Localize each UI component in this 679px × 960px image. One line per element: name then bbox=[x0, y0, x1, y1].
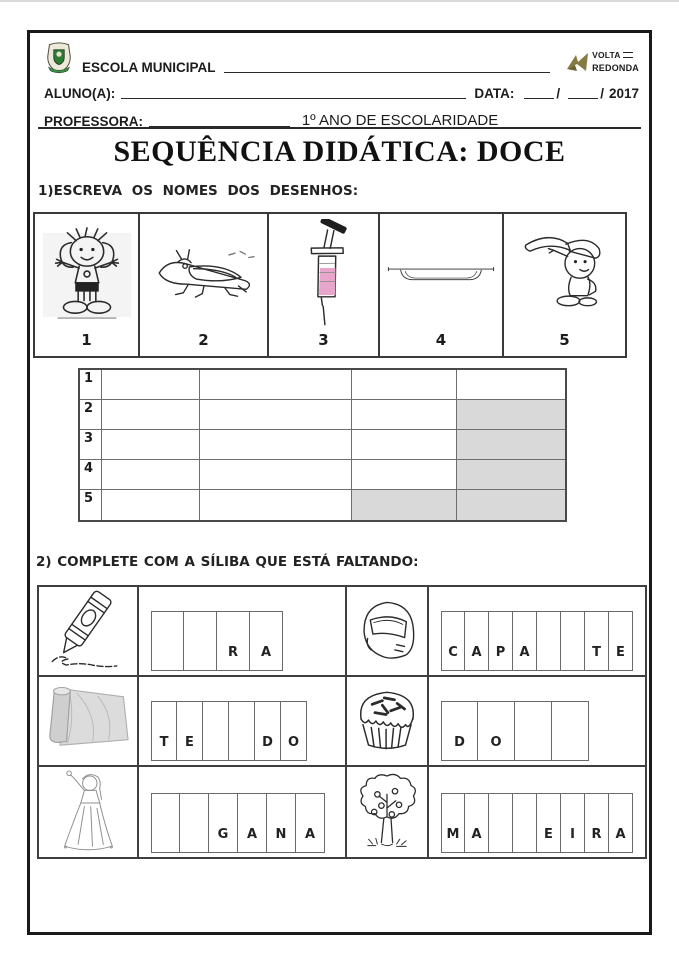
tray-icon bbox=[380, 214, 502, 331]
exercise1-instruction: 1)ESCREVA OS NOMES DOS DESENHOS: bbox=[38, 183, 359, 199]
letter-box-group bbox=[441, 701, 589, 761]
answer-cell[interactable] bbox=[352, 460, 457, 490]
letter: P bbox=[495, 645, 506, 660]
letter-box-filled bbox=[281, 701, 307, 761]
exercise2-row bbox=[39, 767, 645, 857]
letter-box-group bbox=[151, 793, 325, 853]
city-logo-line2: REDONDA bbox=[592, 63, 639, 73]
answer-cell[interactable] bbox=[102, 400, 200, 430]
letter-box-filled bbox=[441, 611, 465, 671]
answer-cell-blocked bbox=[457, 460, 565, 490]
answer-cell[interactable] bbox=[457, 370, 565, 400]
header-teacher-row bbox=[44, 105, 639, 129]
letter: C bbox=[448, 645, 458, 660]
aluno-label: ALUNO(A): bbox=[44, 86, 116, 101]
letter-box-filled bbox=[255, 701, 281, 761]
letter-box-blank[interactable] bbox=[552, 701, 589, 761]
letter-box-blank[interactable] bbox=[561, 611, 585, 671]
answer-cell-blocked bbox=[457, 430, 565, 460]
letter: O bbox=[287, 735, 300, 750]
aluno-name-blank[interactable] bbox=[121, 83, 466, 99]
page-title: SEQUÊNCIA DIDÁTICA: DOCE bbox=[113, 135, 566, 168]
letter: R bbox=[227, 645, 238, 660]
answer-cell[interactable] bbox=[352, 370, 457, 400]
letter: E bbox=[544, 827, 553, 842]
letter-box-blank[interactable] bbox=[151, 611, 184, 671]
professora-name-blank[interactable] bbox=[149, 111, 290, 127]
letter: D bbox=[262, 735, 273, 750]
letter: R bbox=[591, 827, 602, 842]
letter-box-blank[interactable] bbox=[184, 611, 217, 671]
letter-box-filled bbox=[238, 793, 267, 853]
letter: E bbox=[616, 645, 625, 660]
drawing-number: 3 bbox=[318, 331, 329, 349]
syllable-boxes-cell bbox=[139, 587, 347, 677]
letter: T bbox=[592, 645, 601, 660]
school-crest-icon bbox=[44, 42, 74, 75]
syringe-icon bbox=[269, 214, 378, 331]
apple-tree-icon bbox=[347, 767, 429, 857]
page-border-frame bbox=[27, 30, 652, 935]
letter: E bbox=[185, 735, 194, 750]
exercise2-instruction: 2) COMPLETE COM A SÍLIBA QUE ESTÁ FALTANDO: bbox=[36, 554, 419, 570]
exercise1-answer-table bbox=[78, 368, 567, 522]
letter: A bbox=[471, 827, 482, 842]
city-logo-line1: VOLTA bbox=[592, 49, 621, 60]
school-crest-icon bbox=[44, 42, 74, 75]
letter: I bbox=[570, 827, 575, 842]
answer-cell[interactable] bbox=[352, 400, 457, 430]
letter-box-filled bbox=[561, 793, 585, 853]
letter: A bbox=[471, 645, 482, 660]
city-logo-text bbox=[592, 51, 639, 76]
answer-row bbox=[80, 430, 565, 460]
drawing-cell bbox=[35, 214, 140, 356]
drawing-number: 4 bbox=[435, 331, 447, 349]
answer-row-number: 2 bbox=[80, 400, 102, 430]
answer-cell[interactable] bbox=[200, 400, 352, 430]
answer-cell[interactable] bbox=[102, 370, 200, 400]
candy-cup-icon bbox=[347, 677, 429, 767]
letter: T bbox=[159, 735, 169, 750]
answer-cell[interactable] bbox=[102, 490, 200, 520]
letter: G bbox=[217, 827, 229, 842]
scan-edge bbox=[0, 0, 679, 2]
exercise1-drawings-table bbox=[33, 212, 627, 358]
exercise2-row bbox=[39, 677, 645, 767]
data-sep2: / bbox=[600, 86, 604, 101]
letter-box-filled bbox=[537, 793, 561, 853]
answer-row-number: 5 bbox=[80, 490, 102, 520]
drawing-cell bbox=[269, 214, 380, 356]
letter: D bbox=[454, 735, 465, 750]
answer-row-number: 4 bbox=[80, 460, 102, 490]
letter-box-filled bbox=[609, 611, 633, 671]
drawing-cell bbox=[380, 214, 504, 356]
letter-box-group bbox=[151, 701, 307, 761]
letter-box-filled bbox=[441, 701, 478, 761]
answer-cell-blocked bbox=[457, 400, 565, 430]
data-label: DATA: bbox=[474, 86, 515, 101]
letter-box-blank[interactable] bbox=[489, 793, 513, 853]
data-year: 2017 bbox=[608, 86, 639, 101]
drawing-cell bbox=[140, 214, 269, 356]
letter-box-filled bbox=[465, 611, 489, 671]
letter: A bbox=[260, 645, 272, 660]
letter: A bbox=[615, 827, 626, 842]
ano-label: 1º ANO DE ESCOLARIDADE bbox=[301, 112, 499, 129]
letter-box-filled bbox=[478, 701, 515, 761]
gypsy-icon bbox=[39, 767, 139, 857]
letter-box-filled bbox=[296, 793, 325, 853]
letter-box-blank[interactable] bbox=[515, 701, 552, 761]
letter-box-filled bbox=[585, 793, 609, 853]
letter-box-filled bbox=[441, 793, 465, 853]
letter-box-blank[interactable] bbox=[151, 793, 180, 853]
letter: M bbox=[446, 827, 460, 842]
drawing-number: 2 bbox=[198, 331, 209, 349]
letter: O bbox=[490, 735, 502, 750]
data-sep1: / bbox=[556, 86, 561, 101]
answer-row-number: 1 bbox=[80, 370, 102, 400]
answer-cell[interactable] bbox=[200, 460, 352, 490]
answer-cell-blocked bbox=[457, 490, 565, 520]
letter-box-blank[interactable] bbox=[513, 793, 537, 853]
answer-cell[interactable] bbox=[200, 370, 352, 400]
answer-row bbox=[80, 370, 565, 400]
crayon-icon bbox=[39, 587, 139, 677]
answer-cell[interactable] bbox=[200, 430, 352, 460]
answer-cell[interactable] bbox=[102, 460, 200, 490]
letter-box-filled bbox=[250, 611, 283, 671]
header-student-row bbox=[44, 79, 639, 101]
letter-box-filled bbox=[609, 793, 633, 853]
letter-box-group bbox=[151, 611, 283, 671]
header-school-row bbox=[44, 43, 639, 75]
cicada-icon bbox=[140, 214, 267, 331]
letter-box-filled bbox=[151, 701, 177, 761]
letter-box-blank[interactable] bbox=[180, 793, 209, 853]
school-name-blank[interactable] bbox=[224, 57, 551, 73]
answer-row bbox=[80, 400, 565, 430]
answer-cell[interactable] bbox=[102, 430, 200, 460]
letter-box-filled bbox=[177, 701, 203, 761]
data-day-blank[interactable] bbox=[524, 83, 554, 99]
letter: A bbox=[519, 645, 530, 660]
header-divider bbox=[38, 127, 641, 129]
letter-box-blank[interactable] bbox=[537, 611, 561, 671]
letter-box-filled bbox=[489, 611, 513, 671]
answer-row bbox=[80, 460, 565, 490]
letter-box-filled bbox=[465, 793, 489, 853]
exercise2-row bbox=[39, 587, 645, 677]
city-logo bbox=[566, 51, 639, 76]
syllable-boxes-cell bbox=[429, 587, 645, 677]
fabric-icon bbox=[39, 677, 139, 767]
syllable-boxes-cell bbox=[429, 677, 645, 767]
letter: A bbox=[304, 827, 316, 842]
letter: A bbox=[246, 827, 258, 842]
letter-box-filled bbox=[217, 611, 250, 671]
letter-box-filled bbox=[209, 793, 238, 853]
professora-label: PROFESSORA: bbox=[44, 114, 144, 129]
school-label: ESCOLA MUNICIPAL bbox=[82, 60, 216, 75]
vr-bird-icon bbox=[566, 52, 590, 74]
letter-box-filled bbox=[267, 793, 296, 853]
answer-cell[interactable] bbox=[352, 430, 457, 460]
drawing-number: 1 bbox=[81, 331, 92, 349]
logo-dashes bbox=[623, 52, 633, 58]
syllable-boxes-cell bbox=[429, 767, 645, 857]
cartoon-boy-icon bbox=[35, 214, 138, 331]
letter-box-group bbox=[441, 611, 633, 671]
letter: N bbox=[275, 827, 287, 842]
syllable-boxes-cell bbox=[139, 767, 347, 857]
data-month-blank[interactable] bbox=[568, 83, 598, 99]
letter-box-group bbox=[441, 793, 633, 853]
exercise2-table bbox=[37, 585, 647, 859]
letter-box-filled bbox=[585, 611, 609, 671]
answer-cell-blocked bbox=[352, 490, 457, 520]
helmet-icon bbox=[347, 587, 429, 677]
drawing-cell bbox=[504, 214, 625, 356]
answer-row-number: 3 bbox=[80, 430, 102, 460]
drawing-number: 5 bbox=[559, 331, 570, 349]
letter-box-blank[interactable] bbox=[229, 701, 255, 761]
answer-row bbox=[80, 490, 565, 520]
letter-box-filled bbox=[513, 611, 537, 671]
letter-box-blank[interactable] bbox=[203, 701, 229, 761]
syllable-boxes-cell bbox=[139, 677, 347, 767]
boy-cap-icon bbox=[504, 214, 625, 331]
answer-cell[interactable] bbox=[200, 490, 352, 520]
